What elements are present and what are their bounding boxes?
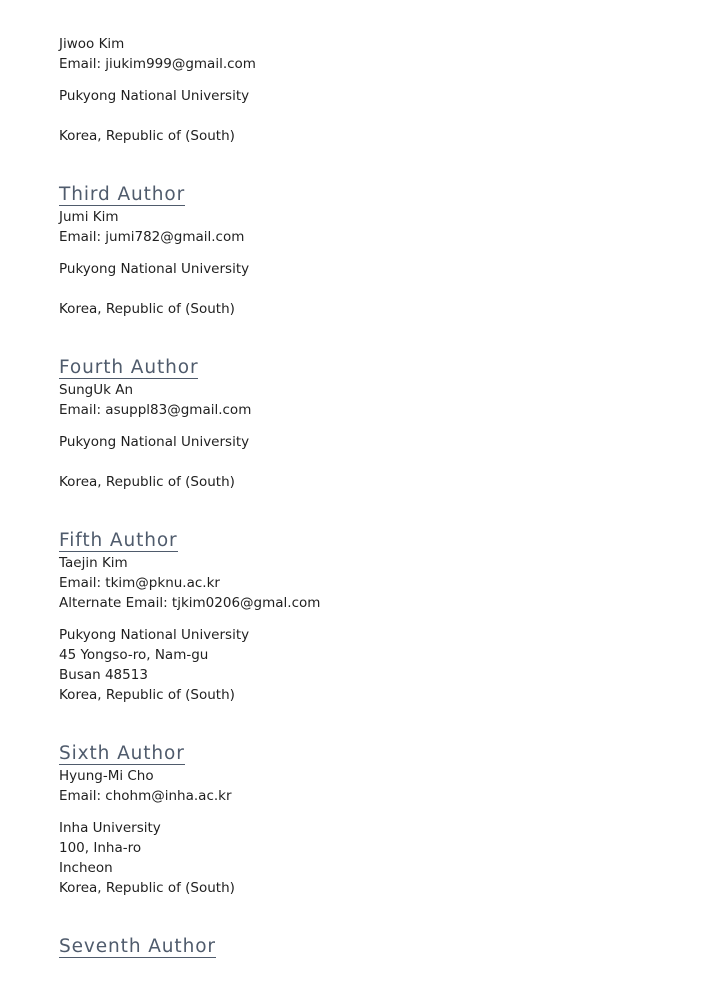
author-affiliation: Pukyong National University bbox=[59, 434, 250, 450]
author-name: Jumi Kim bbox=[59, 209, 119, 225]
author-email: Email: jiukim999@gmail.com bbox=[59, 56, 256, 72]
author-heading-seventh bbox=[59, 935, 216, 959]
author-country: Korea, Republic of (South) bbox=[59, 474, 235, 490]
author-name: Jiwoo Kim bbox=[59, 36, 125, 52]
author-name: Taejin Kim bbox=[59, 555, 128, 571]
heading-text: Seventh Author bbox=[59, 936, 216, 957]
author-country: Korea, Republic of (South) bbox=[59, 687, 235, 703]
author-affiliation: Pukyong National University bbox=[59, 261, 250, 277]
author-affiliation: Pukyong National University bbox=[59, 627, 250, 643]
heading-text: Fourth Author bbox=[59, 357, 199, 378]
author-affiliation: Pukyong National University bbox=[59, 88, 250, 104]
author-email: Email: chohm@inha.ac.kr bbox=[59, 788, 232, 804]
author-heading-fifth bbox=[59, 529, 178, 553]
author-heading-sixth bbox=[59, 742, 185, 766]
author-country: Korea, Republic of (South) bbox=[59, 128, 235, 144]
author-email: Email: asuppl83@gmail.com bbox=[59, 402, 252, 418]
author-city: Incheon bbox=[59, 860, 113, 876]
author-country: Korea, Republic of (South) bbox=[59, 880, 235, 896]
author-heading-third bbox=[59, 183, 185, 207]
author-city: Busan 48513 bbox=[59, 667, 148, 683]
author-alt-email: Alternate Email: tjkim0206@gmal.com bbox=[59, 595, 321, 611]
author-name: SungUk An bbox=[59, 382, 134, 398]
author-email: Email: tkim@pknu.ac.kr bbox=[59, 575, 220, 591]
author-name: Hyung-Mi Cho bbox=[59, 768, 154, 784]
author-address: 45 Yongso-ro, Nam-gu bbox=[59, 647, 209, 663]
heading-text: Third Author bbox=[59, 184, 186, 205]
author-affiliation: Inha University bbox=[59, 820, 161, 836]
heading-text: Fifth Author bbox=[59, 530, 178, 551]
author-email: Email: jumi782@gmail.com bbox=[59, 229, 245, 245]
author-address: 100, Inha-ro bbox=[59, 840, 142, 856]
author-country: Korea, Republic of (South) bbox=[59, 301, 235, 317]
heading-text: Sixth Author bbox=[59, 743, 185, 764]
author-heading-fourth bbox=[59, 356, 198, 380]
